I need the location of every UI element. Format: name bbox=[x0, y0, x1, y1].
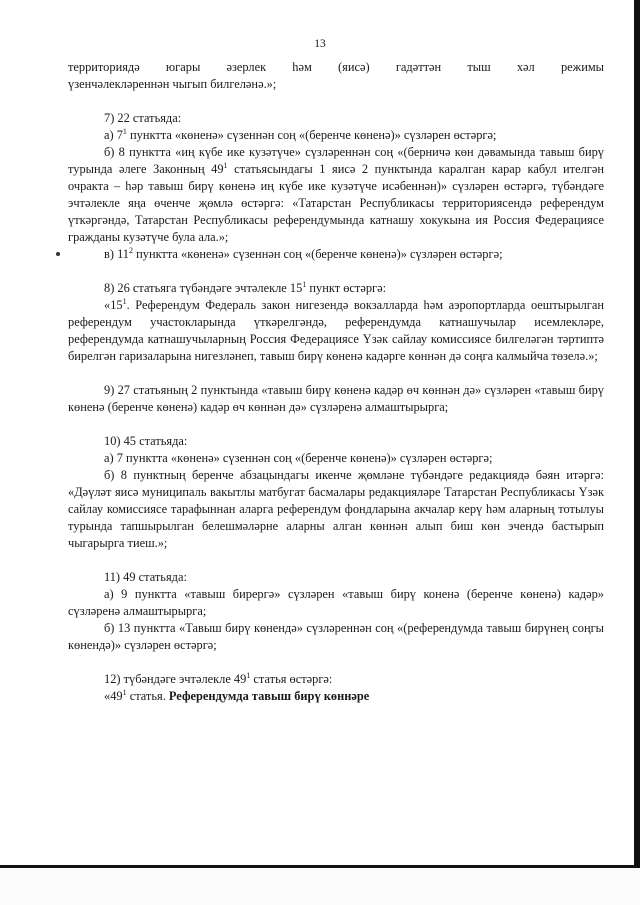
item-7-heading: 7) 22 статьяда: bbox=[104, 111, 182, 125]
item-7b: б) 8 пунктта «иң күбе ике кузәтүче» сүзләреннән соң «(берничә көн дәвамында тавыш бирү турында әлеге Законның $49^1$ статьясындагы 1 яисә 2 пунктында каралган карар кабул ителгән очракта – һәр тавыш бирү көненә иң күбе ике кузәтүче исәбеннән)» сүзләрен өстәргә, түбәндәге эчтәлекле яңа өченче җөмлә өстәргә: «Татарстан Республикасы территориясендә референдум үткәргәндә, Татарстан Республикасы референдумында катнашу хокукына ия Россия Федерациясе гражданы кузәтүче була ала.»; bbox=[68, 145, 604, 244]
item-10-heading: 10) 45 статьяда: bbox=[104, 434, 188, 448]
scan-edge-bottom bbox=[0, 865, 640, 905]
item-9: 9) 27 статьяның 2 пунктында «тавыш бирү көненә кадәр өч көннән дә» сүзләрен «тавыш бирү көненә (беренче көненә) кадәр өч көннән дә» сүзләренә алмаштырырга; bbox=[68, 383, 604, 414]
item-11a: а) 9 пунктта «тавыш бирергә» сүзләрен «тавыш бирү коненə (беренче көненә) кадәр» сүзләренә алмаштырырга; bbox=[68, 587, 604, 618]
paragraph-continuation-line1: территориядә югары әзерлек һәм (яисә) гадәттән тыш хәл режимы bbox=[68, 60, 604, 74]
item-7c: в) $11^2$ пунктта «көненә» сүзеннән соң «(беренче көненә)» сүзләрен өстәргә; bbox=[104, 246, 503, 261]
item-10b: б) 8 пунктның беренче абзацындагы икенче җөмләне түбәндәге редакциядә бәян итәргә: «Дәүләт яисә муниципаль вакытлы матбугат басмалары редакцияләре Татарстан Республикасы Үзәк сайлау комиссиясе тарафыннан аларга референдум фондларына акчалар керү һәм аларның тотылуы турында тапшырылган белешмәләрне аларны алган көннән алып биш көн эчендә бастырып чыгарырга тиеш.»; bbox=[68, 468, 604, 550]
item-11-heading: 11) 49 статьяда: bbox=[104, 570, 187, 584]
item-7a: а) $7^1$ пунктта «көненә» сүзеннән соң «(беренче көненә)» сүзләрен өстәргә; bbox=[104, 127, 497, 142]
scan-edge-right bbox=[634, 0, 640, 905]
scan-speck bbox=[56, 252, 60, 256]
item-8-heading: 8) 26 статьяга түбәндәге эчтәлекле $15^1$ пункт өстәргә: bbox=[104, 280, 387, 295]
article-49-1-title: «$49^1$ статья. Референдумда тавыш бирү көннәре bbox=[104, 688, 370, 703]
item-8-body: «$15^1$. Референдум Федераль закон нигезендә вокзалларда һәм аэропортларда оештырылган референдум участокларында үткәрелгәндә, референдумда катнашучылар исемлекләре, референдумда катнашучыларның Россия Федерациясе Үзәк сайлау комиссиясе билгеләгән тәртиптә бирелгән гаризаларына нигезләнеп, тавыш бирү көненә кадәрге көннән дә соңга калмыйча төзелә.»; bbox=[68, 297, 604, 363]
page-number: 13 bbox=[314, 38, 326, 50]
item-12-heading: 12) түбәндәге эчтәлекле $49^1$ статья өстәргә: bbox=[104, 671, 333, 686]
item-10a: а) 7 пунктта «көненә» сүзеннән соң «(беренче көненә)» сүзләрен өстәргә; bbox=[104, 451, 493, 465]
item-11b: б) 13 пунктта «Тавыш бирү көнендә» сүзләреннән соң «(референдумда тавыш бирүнең соңгы көнендә)» сүзләрен өстәргә; bbox=[68, 621, 604, 652]
paragraph-continuation-line2: үзенчәлекләреннән чыгып билгеләнә.»; bbox=[68, 77, 277, 91]
document-body bbox=[68, 59, 604, 705]
